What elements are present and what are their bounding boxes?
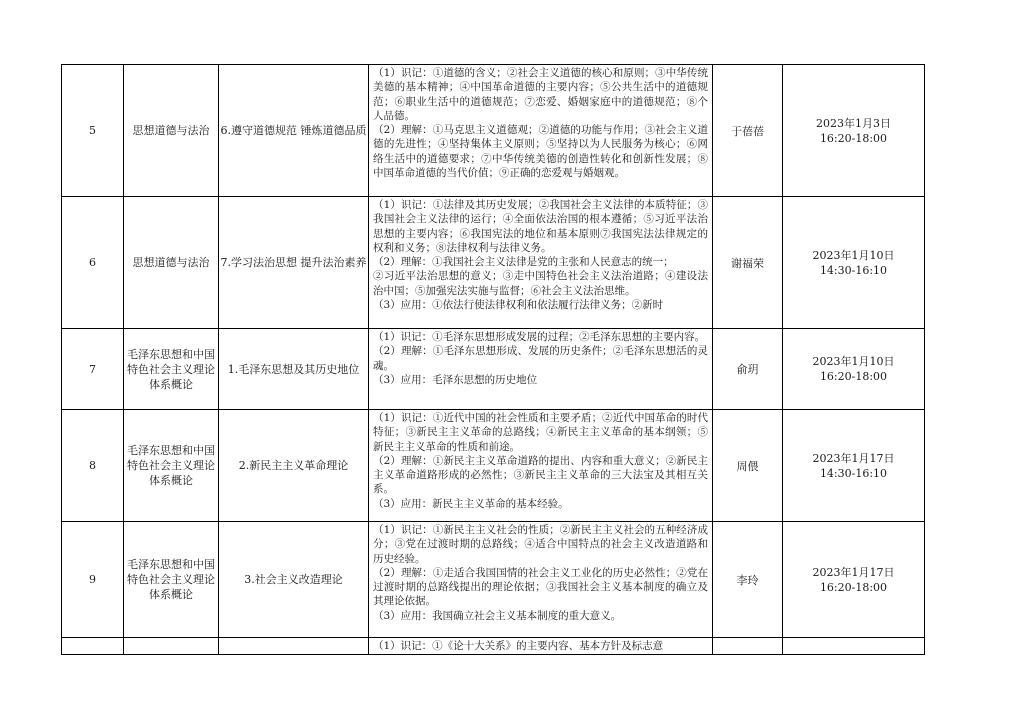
schedule-time	[783, 638, 925, 655]
schedule-hours: 14:30-16:10	[819, 263, 888, 277]
chapter-title: 6.遵守道德规范 锤炼道德品质	[219, 65, 369, 197]
row-number: 6	[62, 197, 124, 329]
schedule-time	[783, 329, 925, 410]
content-cell	[369, 197, 713, 329]
row-number: 9	[62, 522, 124, 638]
row-number	[62, 638, 124, 655]
schedule-hours: 16:20-18:00	[819, 580, 888, 594]
content-paragraph: （2）理解：①毛泽东思想形成、发展的历史条件；②毛泽东思想活的灵魂。	[373, 345, 708, 372]
content-paragraph: （1）识记：①毛泽东思想形成发展的过程；②毛泽东思想的主要内容。	[373, 331, 706, 343]
row-number: 8	[62, 410, 124, 522]
content-text	[369, 197, 712, 328]
schedule-hours: 16:20-18:00	[819, 370, 888, 383]
chapter-title	[219, 638, 369, 655]
schedule-date: 2023年1月10日	[812, 355, 895, 368]
course-name	[124, 638, 219, 655]
teacher-name	[713, 638, 783, 655]
teacher-name: 李玲	[713, 522, 783, 638]
table-row	[62, 197, 925, 329]
content-paragraph: （1）识记：①道德的含义；②社会主义道德的核心和原则；③中华传统美德的基本精神；④中国革命道德的主要内容；⑤公共生活中的道德规范；⑥职业生活中的道德规范；⑦恋爱、婚姻家庭中的道德规范；⑧个人品德。	[373, 67, 708, 122]
schedule-hours: 14:30-16:10	[819, 466, 888, 480]
content-paragraph: （1）识记：①《论十大关系》的主要内容、基本方针及标志意	[373, 640, 664, 652]
content-paragraph: （3）应用：①依法行使法律权利和依法履行法律义务；②新时	[373, 299, 664, 312]
content-paragraph: （3）应用：新民主主义革命的基本经验。	[373, 497, 569, 510]
schedule-time	[783, 65, 925, 197]
schedule-time	[783, 410, 925, 522]
table-row	[62, 638, 925, 655]
content-text	[369, 522, 712, 637]
course-name: 毛泽东思想和中国特色社会主义理论体系概论	[124, 410, 219, 522]
course-name: 思想道德与法治	[124, 197, 219, 329]
schedule-hours: 16:20-18:00	[819, 131, 888, 145]
schedule-table	[61, 64, 925, 655]
table-row	[62, 329, 925, 410]
course-name: 毛泽东思想和中国特色社会主义理论体系概论	[124, 522, 219, 638]
schedule-date: 2023年1月3日	[816, 116, 891, 130]
teacher-name: 于蓓蓓	[713, 65, 783, 197]
content-cell	[369, 638, 713, 655]
course-name: 毛泽东思想和中国特色社会主义理论体系概论	[124, 329, 219, 410]
table-row	[62, 522, 925, 638]
content-paragraph: （3）应用：毛泽东思想的历史地位	[373, 373, 538, 386]
content-paragraph: （1）识记：①近代中国的社会性质和主要矛盾；②近代中国革命的时代特征；③新民主主义革命的总路线；④新民主主义革命的基本纲领；⑤新民主主义革命的性质和前途。	[373, 412, 708, 453]
content-text	[369, 410, 712, 521]
content-paragraph: （2）理解：①走适合我国国情的社会主义工业化的历史必然性；②党在过渡时期的总路线提出的理论依据；③我国社会主义基本制度的确立及其理论依据。	[373, 566, 708, 608]
row-number: 7	[62, 329, 124, 410]
chapter-title: 2.新民主主义革命理论	[219, 410, 369, 522]
schedule-date: 2023年1月17日	[812, 451, 895, 465]
content-text	[369, 329, 712, 409]
course-name: 思想道德与法治	[124, 65, 219, 197]
teacher-name: 俞玥	[713, 329, 783, 410]
schedule-time	[783, 197, 925, 329]
chapter-title: 7.学习法治思想 提升法治素养	[219, 197, 369, 329]
content-cell	[369, 65, 713, 197]
content-paragraph: （2）理解：①新民主主义革命道路的提出、内容和重大意义；②新民主主义革命道路形成的必然性；③新民主主义革命的三大法宝及其相互关系。	[373, 454, 708, 496]
table-row	[62, 410, 925, 522]
teacher-name: 谢福荣	[713, 197, 783, 329]
schedule-time	[783, 522, 925, 638]
content-paragraph: （1）识记：①法律及其历史发展；②我国社会主义法律的本质特征；③我国社会主义法律的运行；④全面依法治国的根本遵循；⑤习近平法治思想的主要内容；⑥我国宪法的地位和基本原则⑦我国宪法法律规定的权利和义务；⑧法律权利与法律义务。	[373, 199, 708, 254]
content-text	[369, 638, 712, 654]
schedule-date: 2023年1月10日	[812, 248, 895, 262]
row-number: 5	[62, 65, 124, 197]
content-paragraph: （1）识记：①新民主主义社会的性质；②新民主主义社会的五种经济成分；③党在过渡时期的总路线；④适合中国特点的社会主义改造道路和历史经验。	[373, 524, 708, 565]
content-paragraph: ②习近平法治思想的意义；③走中国特色社会主义法治道路；④建设法治中国；⑤加强宪法实施与监督；⑥社会主义法治思维。	[373, 270, 708, 297]
content-cell	[369, 329, 713, 410]
content-paragraph: （2）理解：①我国社会主义法律是党的主张和人民意志的统一；	[373, 256, 674, 269]
content-paragraph: （3）应用：我国确立社会主义基本制度的重大意义。	[373, 609, 622, 622]
chapter-title: 3.社会主义改造理论	[219, 522, 369, 638]
teacher-name: 周偎	[713, 410, 783, 522]
schedule-date: 2023年1月17日	[812, 565, 895, 579]
chapter-title: 1.毛泽东思想及其历史地位	[219, 329, 369, 410]
table-row	[62, 65, 925, 197]
content-text	[369, 65, 712, 196]
schedule-table-body	[62, 65, 925, 655]
content-cell	[369, 410, 713, 522]
content-paragraph: （2）理解：①马克思主义道德观；②道德的功能与作用；③社会主义道德的先进性；④坚持集体主义原则；⑤坚持以为人民服务为核心；⑥网络生活中的道德要求；⑦中华传统美德的创造性转化和创新性发展；⑧中国革命道德的当代价值；⑨正确的恋爱观与婚姻观。	[373, 124, 708, 180]
content-cell	[369, 522, 713, 638]
